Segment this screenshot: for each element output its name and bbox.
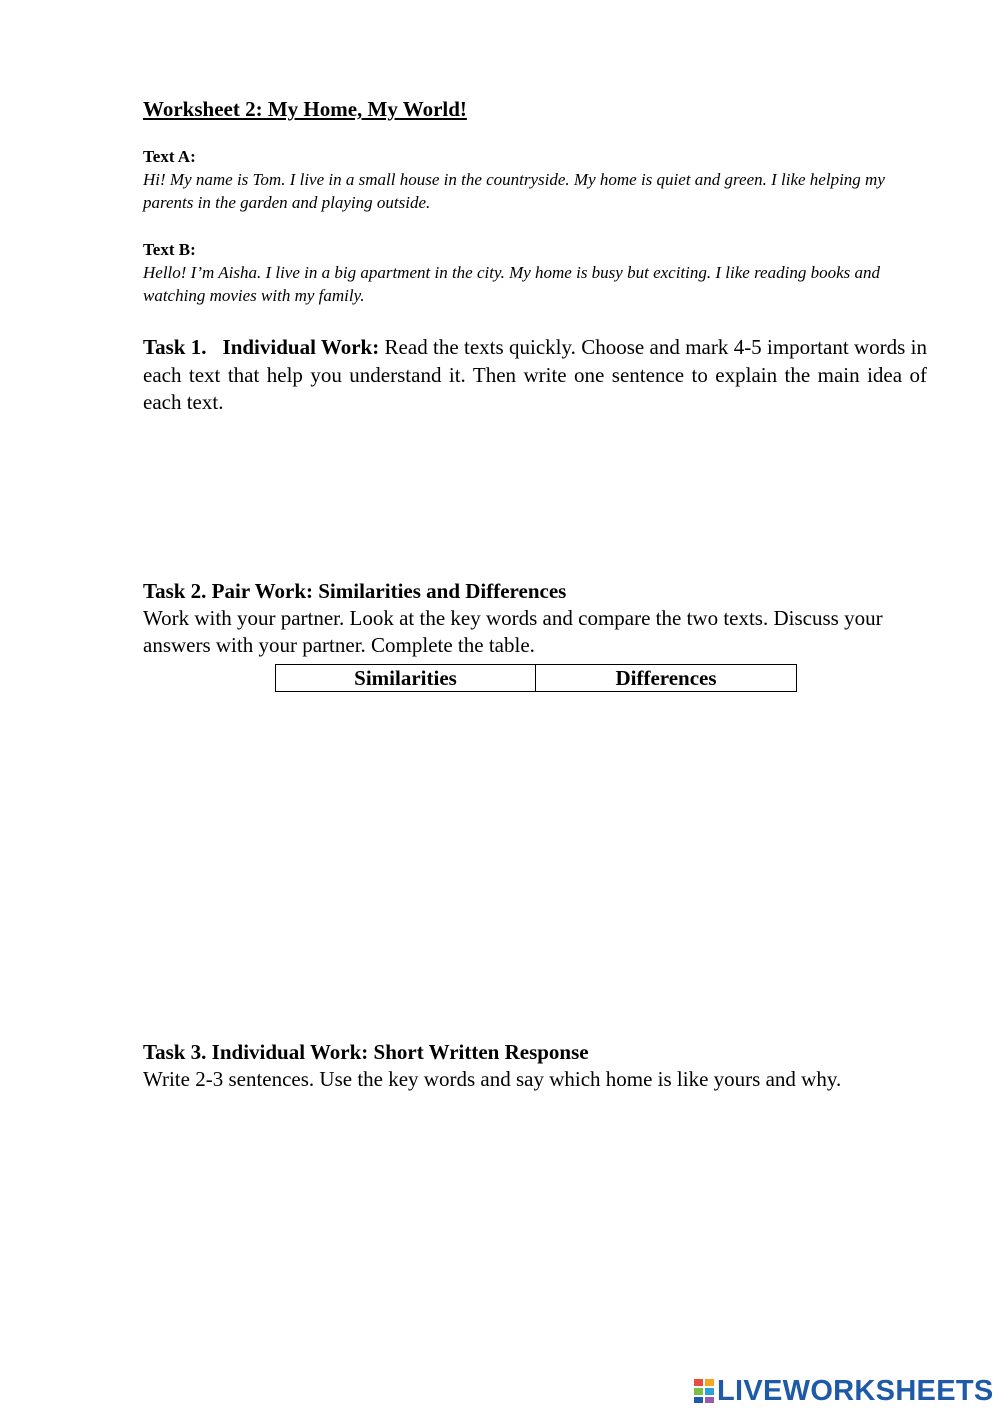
- task2-section: [143, 578, 927, 659]
- task1-heading-type: Individual Work:: [222, 335, 380, 359]
- liveworksheets-logo-icon: [693, 1378, 715, 1404]
- task1-heading-num: Task 1.: [143, 335, 207, 359]
- task1-body: Read the texts quickly. Choose and mark 4-5 important words in each text that help you understand it. Then write one sentence to explain the main idea of each text.: [143, 335, 927, 414]
- text-b-label: Text B:: [143, 240, 196, 259]
- table-header-similarities: Similarities: [276, 665, 536, 692]
- task3-heading: Task 3. Individual Work: Short Written Response: [143, 1040, 589, 1064]
- comparison-table: [275, 664, 797, 692]
- text-b-body: Hello! I’m Aisha. I live in a big apartment in the city. My home is busy but exciting. I like reading books and watching movies with my family.: [143, 263, 880, 305]
- text-b-section: [143, 239, 933, 307]
- table-header-differences: Differences: [536, 665, 797, 692]
- text-a-label: Text A:: [143, 147, 196, 166]
- table-header-row: [276, 665, 797, 692]
- page-title: Worksheet 2: My Home, My World!: [143, 97, 467, 121]
- task2-body: Work with your partner. Look at the key words and compare the two texts. Discuss your answers with your partner. Complete the table.: [143, 606, 883, 657]
- logo-text: LIVEWORKSHEETS: [717, 1375, 994, 1407]
- task3-body: Write 2-3 sentences. Use the key words and say which home is like yours and why.: [143, 1067, 842, 1091]
- task1-section: [143, 334, 927, 417]
- liveworksheets-logo[interactable]: [693, 1374, 994, 1408]
- task2-heading: Task 2. Pair Work: Similarities and Differences: [143, 579, 567, 603]
- task3-section: [143, 1039, 927, 1093]
- text-a-section: [143, 146, 933, 214]
- text-a-body: Hi! My name is Tom. I live in a small house in the countryside. My home is quiet and green. I like helping my parents in the garden and playing outside.: [143, 170, 885, 212]
